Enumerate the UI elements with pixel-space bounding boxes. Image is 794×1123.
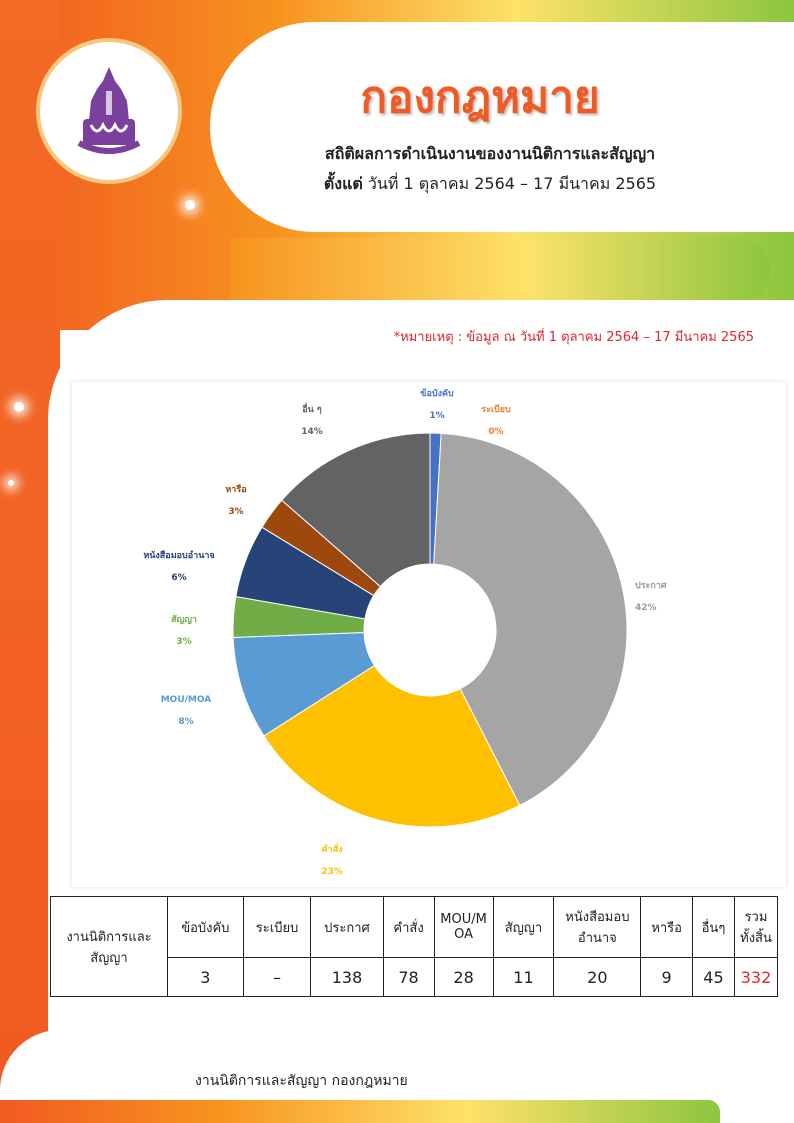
- stats-table: [50, 896, 778, 997]
- value-cell: –: [243, 958, 311, 997]
- slice-category-label: หารือ: [225, 485, 247, 495]
- header-cell: หารือ: [641, 897, 693, 958]
- value-cell: 20: [554, 958, 641, 997]
- data-note: *หมายเหตุ : ข้อมูล ณ วันที่ 1 ตุลาคม 2564 – 17 มีนาคม 2565: [393, 330, 754, 345]
- value-cell: 28: [434, 958, 493, 997]
- slice-category-label: MOU/MOA: [160, 695, 212, 705]
- donut-chart: [72, 382, 786, 887]
- sparkle-decoration: [8, 480, 14, 486]
- slice-percent-label: 0%: [488, 427, 504, 437]
- period-dates: วันที่ 1 ตุลาคม 2564 – 17 มีนาคม 2565: [367, 174, 657, 193]
- slice-category-label: คำสั่ง: [321, 845, 343, 855]
- university-emblem-icon: [59, 61, 159, 161]
- bottom-gradient-band: [0, 1100, 720, 1123]
- value-cell: 9: [641, 958, 693, 997]
- slice-category-label: สัญญา: [171, 615, 197, 625]
- report-period: [280, 172, 700, 197]
- period-prefix: ตั้งแต่: [323, 174, 363, 193]
- slice-category-label: อื่น ๆ: [302, 405, 322, 415]
- slice-category-label: ข้อบังคับ: [420, 389, 454, 399]
- header-cell: หนังสือมอบอำนาจ: [554, 897, 641, 958]
- header-cell: อื่นๆ: [692, 897, 734, 958]
- header-cell: ระเบียบ: [243, 897, 311, 958]
- university-logo: [40, 42, 178, 180]
- slice-percent-label: 3%: [228, 507, 244, 517]
- value-cell: 138: [311, 958, 383, 997]
- sparkle-decoration: [185, 200, 195, 210]
- pie-chart-panel: [72, 382, 786, 887]
- department-title: กองกฎหมาย: [360, 72, 600, 123]
- header-cell: ข้อบังคับ: [168, 897, 244, 958]
- value-cell: 45: [692, 958, 734, 997]
- slice-percent-label: 1%: [429, 411, 445, 421]
- header-cell: คำสั่ง: [383, 897, 434, 958]
- value-cell: 3: [168, 958, 244, 997]
- slice-percent-label: 3%: [176, 637, 192, 647]
- slice-percent-label: 6%: [171, 573, 187, 583]
- middle-gradient-band: [230, 238, 770, 304]
- header-cell: รวมทั้งสิ้น: [735, 897, 778, 958]
- header-cell: สัญญา: [493, 897, 554, 958]
- slice-category-label: หนังสือมอบอำนาจ: [143, 551, 215, 561]
- footer-text: งานนิติการและสัญญา กองกฎหมาย: [195, 1073, 408, 1089]
- slice-category-label: ประกาศ: [635, 581, 667, 591]
- header-cell: MOU/MOA: [434, 897, 493, 958]
- row-header-cell: งานนิติการและสัญญา: [51, 897, 168, 997]
- sparkle-decoration: [14, 402, 24, 412]
- value-cell: 78: [383, 958, 434, 997]
- slice-percent-label: 42%: [635, 603, 657, 613]
- report-subtitle: สถิติผลการดำเนินงานของงานนิติการและสัญญา: [324, 144, 656, 163]
- slice-percent-label: 14%: [301, 427, 323, 437]
- header-cell: ประกาศ: [311, 897, 383, 958]
- slice-percent-label: 8%: [178, 717, 194, 727]
- value-cell: 11: [493, 958, 554, 997]
- slice-percent-label: 23%: [321, 867, 343, 877]
- slice-category-label: ระเบียบ: [481, 405, 511, 415]
- total-value-cell: 332: [735, 958, 778, 997]
